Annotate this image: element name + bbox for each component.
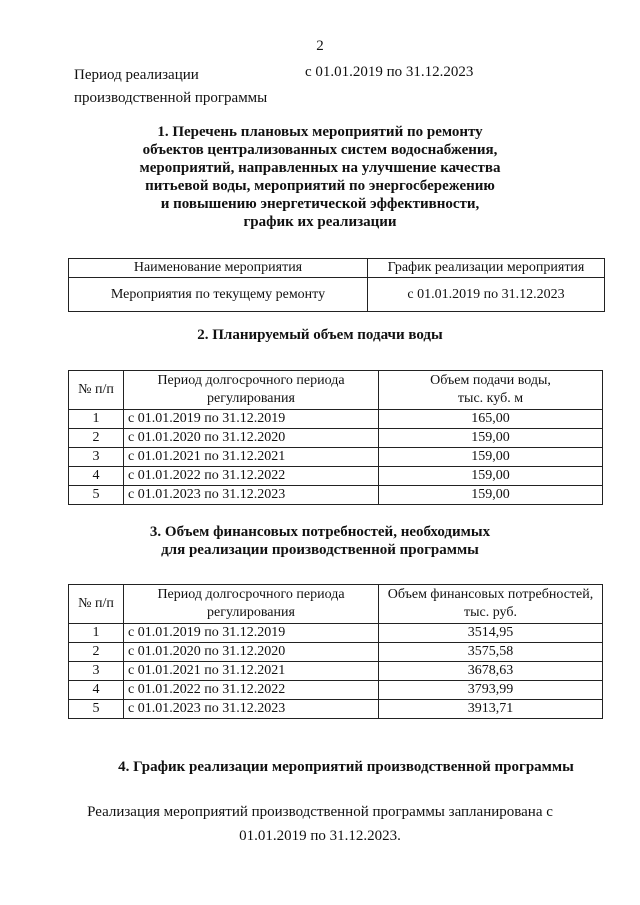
section1-title-line: мероприятий, направленных на улучшение качества: [139, 160, 501, 176]
period-label: [74, 64, 267, 110]
row-number-cell: 5: [69, 700, 124, 719]
activity-name-cell: Мероприятия по текущему ремонту: [69, 278, 368, 312]
row-number-cell: 2: [69, 429, 124, 448]
amount-cell: 3793,99: [379, 681, 603, 700]
column-header-financial: [379, 585, 603, 624]
table-row: [69, 410, 603, 429]
row-number-cell: 5: [69, 486, 124, 505]
header-line: Период долгосрочного периода: [157, 587, 345, 602]
amount-cell: 3678,63: [379, 662, 603, 681]
table-row: [69, 662, 603, 681]
column-header-number: № п/п: [69, 371, 124, 410]
period-cell: с 01.01.2022 по 31.12.2022: [124, 681, 379, 700]
period-cell: с 01.01.2020 по 31.12.2020: [124, 643, 379, 662]
row-number-cell: 4: [69, 681, 124, 700]
section1-title: [0, 123, 640, 231]
header-line: Объем финансовых потребностей,: [387, 587, 594, 602]
header-line: регулирования: [207, 391, 295, 406]
table-row: [69, 467, 603, 486]
section1-title-line: график их реализации: [243, 214, 397, 230]
column-header-number: № п/п: [69, 585, 124, 624]
period-label-line2: производственной программы: [74, 90, 268, 106]
volume-cell: 159,00: [379, 429, 603, 448]
water-volume-table: [68, 370, 603, 505]
header-line: Объем подачи воды,: [430, 373, 551, 388]
header-line: тыс. куб. м: [457, 391, 524, 406]
amount-cell: 3575,58: [379, 643, 603, 662]
header-line: регулирования: [207, 605, 295, 620]
row-number-cell: 3: [69, 662, 124, 681]
section1-title-line: питьевой воды, мероприятий по энергосбережению: [145, 178, 495, 194]
section4-text-line: 01.01.2019 по 31.12.2023.: [239, 828, 401, 844]
period-cell: с 01.01.2021 по 31.12.2021: [124, 662, 379, 681]
table-row: [69, 278, 605, 312]
volume-cell: 159,00: [379, 448, 603, 467]
period-cell: с 01.01.2019 по 31.12.2019: [124, 624, 379, 643]
column-header-period: [124, 585, 379, 624]
period-cell: с 01.01.2021 по 31.12.2021: [124, 448, 379, 467]
row-number-cell: 1: [69, 410, 124, 429]
period-label-line1: Период реализации: [74, 67, 199, 83]
section1-title-line: объектов централизованных систем водоснабжения,: [142, 142, 498, 158]
section4-text: [0, 800, 640, 848]
period-value: с 01.01.2019 по 31.12.2023: [305, 64, 474, 80]
period-cell: с 01.01.2022 по 31.12.2022: [124, 467, 379, 486]
table-row: [69, 429, 603, 448]
header-line: Период долгосрочного периода: [157, 373, 345, 388]
row-number-cell: 3: [69, 448, 124, 467]
row-number-cell: 1: [69, 624, 124, 643]
section1-title-line: 1. Перечень плановых мероприятий по ремонту: [157, 124, 483, 140]
table-header-row: [69, 585, 603, 624]
section3-title-line: 3. Объем финансовых потребностей, необходимых: [149, 524, 491, 540]
period-cell: с 01.01.2023 по 31.12.2023: [124, 700, 379, 719]
period-cell: с 01.01.2019 по 31.12.2019: [124, 410, 379, 429]
section4-title: 4. График реализации мероприятий производственной программы: [118, 759, 574, 775]
table-row: [69, 624, 603, 643]
section3-title-line: для реализации производственной программы: [161, 542, 479, 558]
volume-cell: 165,00: [379, 410, 603, 429]
amount-cell: 3913,71: [379, 700, 603, 719]
column-header-schedule: График реализации мероприятия: [368, 259, 605, 278]
section2-title: 2. Планируемый объем подачи воды: [197, 327, 443, 343]
section1-title-line: и повышению энергетической эффективности,: [160, 196, 480, 212]
column-header-volume: [379, 371, 603, 410]
table-row: [69, 700, 603, 719]
row-number-cell: 4: [69, 467, 124, 486]
column-header-period: [124, 371, 379, 410]
amount-cell: 3514,95: [379, 624, 603, 643]
table-row: [69, 448, 603, 467]
table-row: [69, 643, 603, 662]
volume-cell: 159,00: [379, 467, 603, 486]
financial-needs-table: [68, 584, 603, 719]
volume-cell: 159,00: [379, 486, 603, 505]
table-row: [69, 681, 603, 700]
period-cell: с 01.01.2020 по 31.12.2020: [124, 429, 379, 448]
table-header-row: [69, 371, 603, 410]
table-header-row: [69, 259, 605, 278]
activities-table: [68, 258, 605, 312]
table-row: [69, 486, 603, 505]
header-line: тыс. руб.: [464, 605, 517, 620]
activity-schedule-cell: с 01.01.2019 по 31.12.2023: [368, 278, 605, 312]
section3-title: [0, 523, 640, 559]
row-number-cell: 2: [69, 643, 124, 662]
section4-text-line: Реализация мероприятий производственной программы запланирована с: [87, 804, 553, 820]
period-cell: с 01.01.2023 по 31.12.2023: [124, 486, 379, 505]
column-header-activity: Наименование мероприятия: [69, 259, 368, 278]
page-number: 2: [316, 38, 324, 54]
